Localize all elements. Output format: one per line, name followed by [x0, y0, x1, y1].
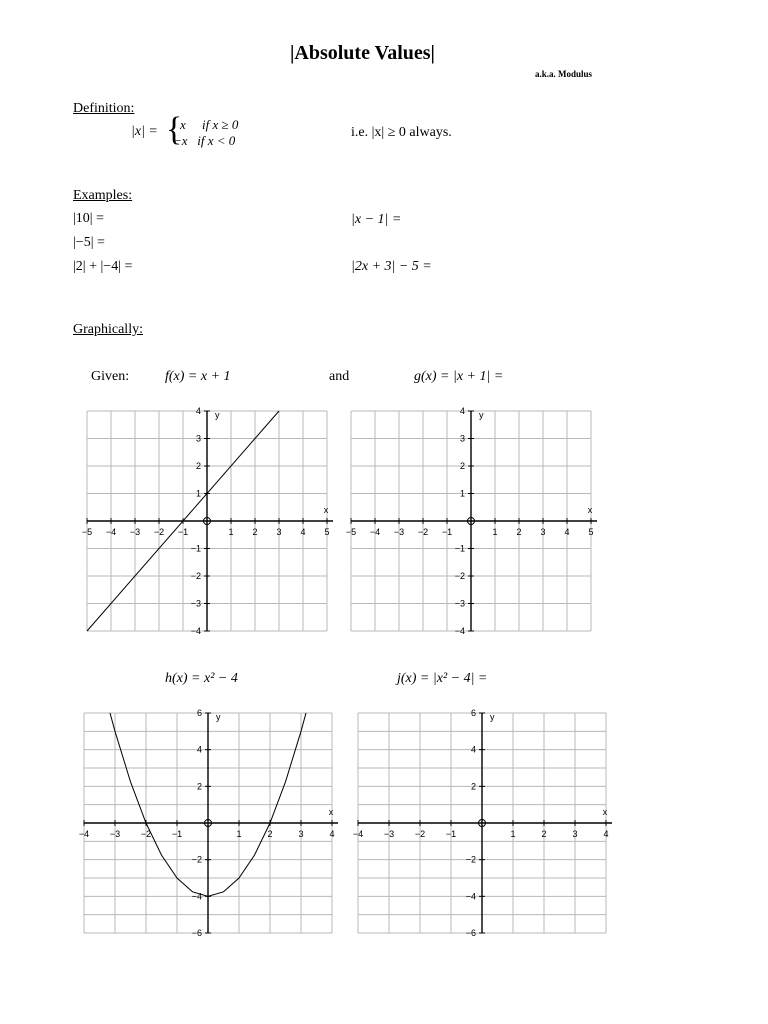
example-5: |2x + 3| − 5 =: [351, 259, 432, 274]
y-axis-label: y: [479, 410, 484, 420]
example-2: |−5| =: [73, 235, 105, 250]
example-4: |x − 1| =: [351, 212, 402, 227]
y-tick-label: 4: [196, 744, 202, 755]
y-tick-label: −2: [454, 571, 465, 581]
graph-h: [78, 706, 342, 938]
x-tick-label: 4: [564, 527, 570, 537]
x-tick-label: −5: [81, 527, 93, 537]
x-tick-label: −3: [383, 829, 395, 839]
x-tick-label: 2: [516, 527, 522, 537]
x-tick-label: 1: [510, 829, 516, 839]
y-tick-label: −6: [191, 928, 202, 938]
y-tick-label: −3: [190, 598, 201, 609]
x-tick-label: 4: [603, 829, 609, 839]
y-tick-label: −2: [465, 854, 476, 865]
and-label: and: [329, 369, 350, 384]
y-tick-label: −3: [454, 598, 465, 609]
y-tick-label: 1: [195, 488, 201, 499]
y-tick-label: 6: [470, 708, 476, 718]
y-tick-label: 3: [459, 433, 465, 444]
function-h: h(x) = x² − 4: [165, 671, 238, 686]
y-axis-label: y: [215, 410, 220, 420]
y-tick-label: 2: [459, 461, 465, 471]
x-axis-label: x: [587, 505, 593, 515]
aka-subtitle: a.k.a. Modulus: [535, 69, 593, 79]
graphically-heading: Graphically:: [73, 322, 143, 337]
x-tick-label: 2: [252, 527, 258, 537]
function-j: j(x) = |x² − 4| =: [397, 671, 488, 686]
y-tick-label: 4: [459, 406, 465, 416]
x-tick-label: −1: [177, 527, 189, 537]
x-tick-label: −3: [109, 829, 121, 839]
x-tick-label: −3: [129, 527, 141, 537]
definition-case-1: x if x ≥ 0: [180, 117, 239, 132]
y-axis-label: y: [490, 712, 495, 722]
y-tick-label: 4: [470, 744, 476, 755]
example-3: |2| + |−4| =: [73, 259, 133, 274]
x-tick-label: 1: [492, 527, 498, 537]
x-tick-label: −1: [171, 829, 183, 839]
x-tick-label: 4: [329, 829, 335, 839]
x-tick-label: 3: [540, 527, 546, 537]
graph-j: [350, 706, 614, 938]
definition-case-2: −x if x < 0: [173, 133, 236, 148]
given-label: Given:: [91, 369, 130, 384]
y-tick-label: −1: [454, 543, 465, 554]
x-tick-label: 5: [324, 527, 330, 537]
function-g: g(x) = |x + 1| =: [414, 369, 504, 384]
x-tick-label: 3: [276, 527, 282, 537]
function-f: f(x) = x + 1: [165, 369, 231, 384]
x-tick-label: −2: [140, 829, 152, 839]
x-tick-label: −1: [445, 829, 457, 839]
x-tick-label: 1: [236, 829, 242, 839]
y-tick-label: 1: [459, 488, 465, 499]
x-tick-label: −2: [414, 829, 426, 839]
definition-note: i.e. |x| ≥ 0 always.: [351, 125, 452, 140]
y-tick-label: −6: [465, 928, 476, 938]
graph-g: [342, 404, 606, 636]
definition-lhs: |x| =: [131, 124, 158, 139]
examples-heading: Examples:: [73, 188, 133, 203]
y-tick-label: −4: [454, 626, 465, 636]
y-tick-label: 3: [195, 433, 201, 444]
page-title: |Absolute Values|: [290, 42, 435, 64]
definition-heading: Definition:: [73, 101, 135, 116]
x-tick-label: 2: [541, 829, 547, 839]
y-axis-label: y: [216, 712, 221, 722]
y-tick-label: 2: [196, 781, 202, 792]
x-tick-label: −1: [441, 527, 453, 537]
x-tick-label: 5: [588, 527, 594, 537]
x-tick-label: 1: [228, 527, 234, 537]
x-tick-label: −5: [345, 527, 357, 537]
y-tick-label: 4: [195, 406, 201, 416]
y-tick-label: 2: [470, 781, 476, 792]
y-tick-label: −2: [191, 854, 202, 865]
y-tick-label: 2: [195, 461, 201, 471]
example-1: |10| =: [73, 211, 105, 226]
x-tick-label: 2: [267, 829, 273, 839]
x-tick-label: 3: [298, 829, 304, 839]
x-tick-label: −2: [153, 527, 165, 537]
x-axis-label: x: [328, 807, 334, 817]
x-axis-label: x: [602, 807, 608, 817]
x-tick-label: −4: [369, 527, 381, 537]
y-tick-label: −1: [190, 543, 201, 554]
y-tick-label: 6: [196, 708, 202, 718]
y-tick-label: −4: [191, 891, 202, 902]
x-tick-label: −4: [352, 829, 364, 839]
y-tick-label: −4: [190, 626, 201, 636]
x-tick-label: −4: [78, 829, 90, 839]
x-tick-label: 3: [572, 829, 578, 839]
x-tick-label: −3: [393, 527, 405, 537]
x-tick-label: −4: [105, 527, 117, 537]
x-axis-label: x: [323, 505, 329, 515]
y-tick-label: −4: [465, 891, 476, 902]
y-tick-label: −2: [190, 571, 201, 581]
x-tick-label: −2: [417, 527, 429, 537]
x-tick-label: 4: [300, 527, 306, 537]
brace-glyph: {: [166, 111, 183, 148]
